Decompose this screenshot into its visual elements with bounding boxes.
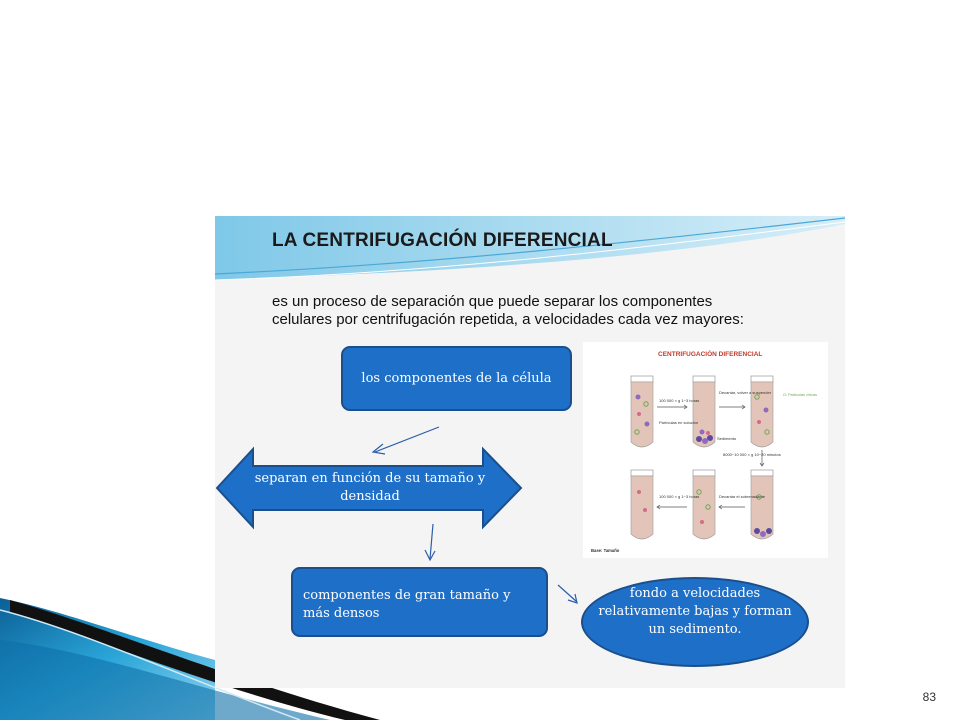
centrifugation-diagram [583, 342, 828, 558]
sediment-label: fondo a velocidades relativamente bajas y forman un sedimento. [598, 586, 792, 637]
figure-step3-label: 100 000 × g 1−3 horas [659, 494, 700, 499]
large-components-label: componentes de gran tamaño y más densos [303, 588, 511, 621]
intro-text: es un proceso de separación que puede separar los componentes celulares por centrifugación repetida, a velocidades cada vez mayores: [272, 293, 744, 328]
embedded-slide [215, 216, 845, 688]
figure-sediment-label: Sedimento [717, 436, 737, 441]
tube-bottom-2 [693, 470, 715, 539]
figure-decant-top-label: Decantar, volver a suspender [719, 390, 772, 395]
figure-particles-label: Partículas en solución [659, 420, 699, 425]
figure-base-label: Base: Tamaño [591, 548, 620, 553]
tube-top-2 [693, 376, 715, 447]
figure-step1-label: 100 000 × g 1−3 horas [659, 398, 700, 403]
page-number: 83 [922, 690, 936, 704]
large-components-box [291, 567, 548, 637]
tube-top-1 [631, 376, 653, 447]
cell-components-box [341, 346, 572, 411]
separation-criteria-label: separan en función de su tamaño y densidad [254, 471, 486, 504]
figure-step2-label: 8000−10 000 × g 10−20 minutos [723, 452, 781, 457]
slide-title: LA CENTRIFUGACIÓN DIFERENCIAL [272, 230, 613, 251]
tube-bottom-1 [631, 470, 653, 539]
figure-decant-bottom-label: Decantar el sobrenadante [719, 494, 766, 499]
figure-title: CENTRIFUGACIÓN DIFERENCIAL [658, 351, 763, 358]
tube-top-3 [751, 376, 773, 447]
sediment-ellipse [581, 577, 809, 667]
tube-bottom-3 [751, 470, 773, 539]
figure-legend-label: O: Partículas víricas [783, 393, 817, 397]
cell-components-label: los componentes de la célula [361, 371, 552, 386]
